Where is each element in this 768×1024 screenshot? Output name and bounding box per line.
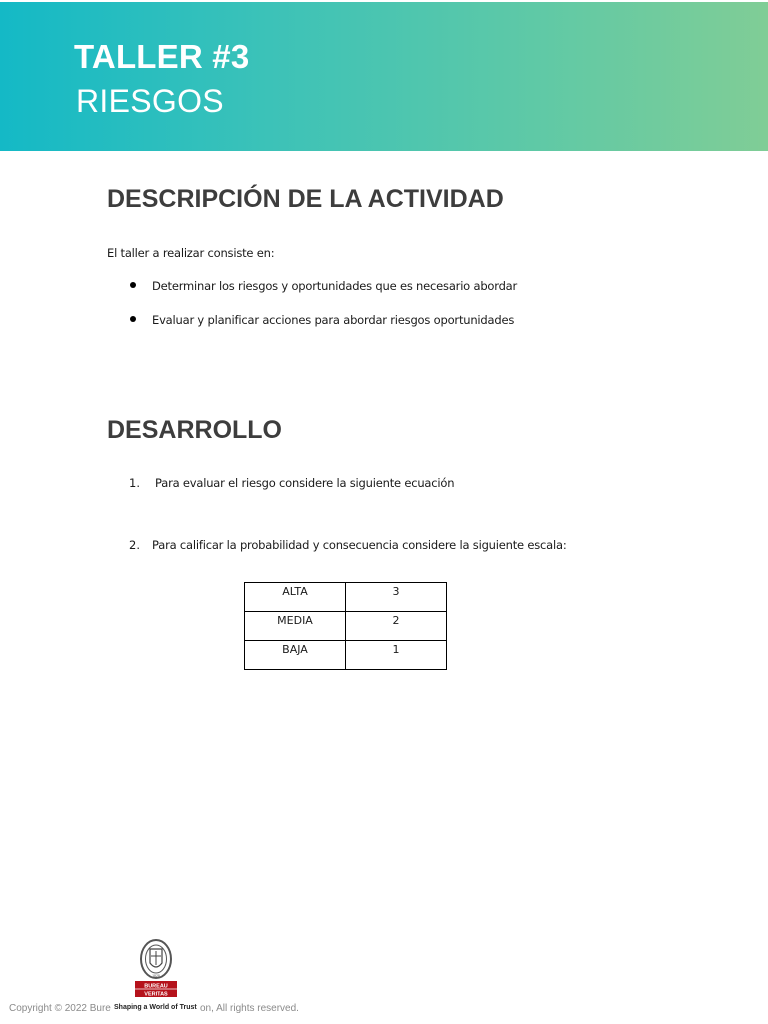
table-row [245,583,447,612]
step-text: Para evaluar el riesgo considere la siguiente ecuación [155,476,455,490]
step-text: Para calificar la probabilidad y consecuencia considere la siguiente escala: [152,538,567,552]
logo-text-year: 1828 [152,974,160,978]
copyright-text-end: on, All rights reserved. [200,1003,299,1014]
logo-text-bureau: BUREAU [144,983,168,990]
table-cell-value: 3 [346,583,447,612]
table-cell-value: 1 [346,641,447,670]
development-heading: DESARROLLO [107,416,282,444]
bullet-icon [130,316,136,322]
table-cell-level: BAJA [245,641,346,670]
header-banner [0,2,768,151]
step-number: 1. [129,476,140,490]
description-heading: DESCRIPCIÓN DE LA ACTIVIDAD [107,185,504,213]
table-cell-level: ALTA [245,583,346,612]
step-number: 2. [129,538,140,552]
list-item: Determinar los riesgos y oportunidades que es necesario abordar [152,279,518,293]
table-row [245,641,447,670]
scale-table [244,582,447,670]
description-intro: El taller a realizar consiste en: [107,246,275,260]
page-title: TALLER #3 [74,38,250,75]
table-row [245,612,447,641]
copyright-text: Copyright © 2022 Bure [9,1003,111,1014]
logo-text-veritas: VERITAS [144,991,168,998]
logo-tagline: Shaping a World of Trust [114,1004,197,1011]
list-item: Evaluar y planificar acciones para abordar riesgos oportunidades [152,313,515,327]
table-cell-level: MEDIA [245,612,346,641]
bullet-icon [130,282,136,288]
table-cell-value: 2 [346,612,447,641]
bureau-veritas-logo [113,935,199,1015]
page-subtitle: RIESGOS [76,83,224,119]
